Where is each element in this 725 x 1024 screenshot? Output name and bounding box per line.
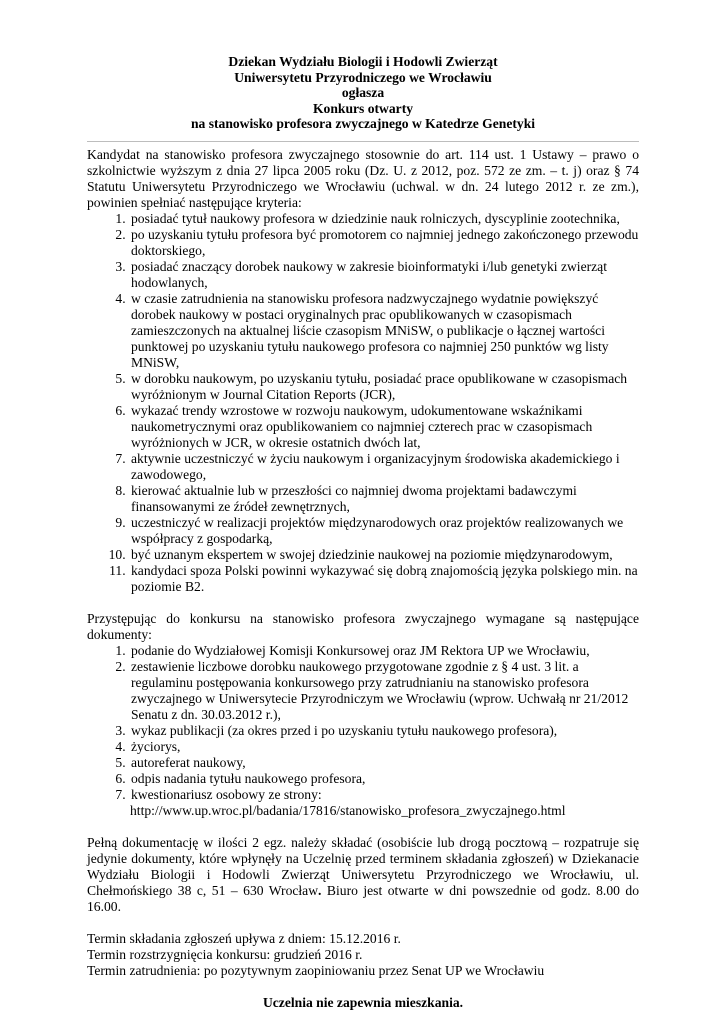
- deadline-applications: Termin składania zgłoszeń upływa z dniem: 15.12.2016 r.: [87, 930, 401, 946]
- criteria-item: 1. posiadać tytuł naukowy profesora w dziedzinie nauk rolniczych, dyscyplinie zootechnika,: [129, 211, 639, 227]
- criteria-item: 6. wykazać trendy wzrostowe w rozwoju naukowym, udokumentowane wskaźnikami naukometrycznymi oraz opublikowaniem co najmniej czterech prac w czasopismach wyróżnionych w JCR, w okresie ostatnich dwóch lat,: [129, 403, 639, 451]
- document-item: 7. kwestionariusz osobowy ze strony:: [129, 787, 639, 803]
- documents-intro: Przystępując do konkursu na stanowisko profesora zwyczajnego wymagane są następujące dokumenty:: [87, 610, 639, 642]
- spacer: [87, 595, 639, 611]
- criteria-item: 11. kandydaci spoza Polski powinni wykazywać się dobrą znajomością języka polskiego min. na poziomie B2.: [129, 563, 639, 595]
- documents-list: [87, 643, 639, 803]
- spacer: [87, 819, 639, 835]
- announcement-header: [87, 54, 639, 132]
- header-line-competition: Konkurs otwarty: [312, 100, 414, 116]
- document-item: 4. życiorys,: [129, 739, 639, 755]
- criteria-item: 9. uczestniczyć w realizacji projektów międzynarodowych oraz projektów realizowanych we współpracy z gospodarką,: [129, 515, 639, 547]
- document-item: 2. zestawienie liczbowe dorobku naukowego przygotowane zgodnie z § 4 ust. 3 lit. a regulaminu postępowania konkursowego przy zatrudnianiu na stanowisko profesora zwyczajnego w Uniwersytecie Przyrodniczym we Wrocławiu (wprow. Uchwałą nr 21/2012 Senatu z dn. 30.03.2012 r.),: [129, 659, 639, 723]
- document-item: 1. podanie do Wydziałowej Komisji Konkursowej oraz JM Rektora UP we Wrocławiu,: [129, 643, 639, 659]
- document-item: 3. wykaz publikacji (za okres przed i po uzyskaniu tytułu naukowego profesora),: [129, 723, 639, 739]
- criteria-item: 10. być uznanym ekspertem w swojej dziedzinie naukowej na poziomie międzynarodowym,: [129, 547, 639, 563]
- questionnaire-link[interactable]: http://www.up.wroc.pl/badania/17816/stanowisko_profesora_zwyczajnego.html: [130, 802, 566, 818]
- criteria-item: 2. po uzyskaniu tytułu profesora być promotorem co najmniej jednego zakończonego przewodu doktorskiego,: [129, 227, 639, 259]
- housing-note: Uczelnia nie zapewnia mieszkania.: [262, 994, 464, 1010]
- submission-text: Pełną dokumentację w ilości 2 egz. należy składać (osobiście lub drogą pocztową – rozpatruje się jedynie dokumenty, które wpłynęły na Uczelnię przed terminem składania zgłoszeń) w Dziekanacie Wydziału Biologii i Hodowli Zwierząt Uniwersytetu Przyrodniczego we Wrocławiu, ul. Chełmońskiego 38 c, 51 – 630 Wrocław: [87, 834, 639, 898]
- intro-paragraph: Kandydat na stanowisko profesora zwyczajnego stosownie do art. 114 ust. 1 Ustawy – prawo o szkolnictwie wyższym z dnia 27 lipca 2005 roku (Dz. U. z 2012, poz. 572 ze zm. – t. j) oraz § 74 Statutu Uniwersytetu Przyrodniczego we Wrocławiu (uchwal. w dn. 24 lutego 2012 r. ze zm.), powinien spełniać następujące kryteria:: [87, 146, 639, 210]
- document-item: 6. odpis nadania tytułu naukowego profesora,: [129, 771, 639, 787]
- header-line-announces: ogłasza: [341, 85, 385, 101]
- submission-paragraph: [87, 835, 639, 915]
- header-line-position: na stanowisko profesora zwyczajnego w Katedrze Genetyki: [190, 116, 536, 132]
- criteria-item: 5. w dorobku naukowym, po uzyskaniu tytułu, posiadać prace opublikowane w czasopismach wyróżnionym w Journal Citation Reports (JCR),: [129, 371, 639, 403]
- deadline-employment: Termin zatrudnienia: po pozytywnym zaopiniowaniu przez Senat UP we Wrocławiu: [87, 962, 545, 978]
- document-item: 5. autoreferat naukowy,: [129, 755, 639, 771]
- header-line-dean: Dziekan Wydziału Biologii i Hodowli Zwierząt: [228, 54, 498, 69]
- spacer: [87, 915, 639, 931]
- criteria-item: 8. kierować aktualnie lub w przeszłości co najmniej dwoma projektami badawczymi finansowanymi ze źródeł zewnętrznych,: [129, 483, 639, 515]
- header-line-university: Uniwersytetu Przyrodniczego we Wrocławiu: [234, 69, 492, 85]
- header-divider: [87, 141, 639, 142]
- submission-period: .: [318, 882, 322, 898]
- criteria-list: [87, 211, 639, 595]
- criteria-item: 7. aktywnie uczestniczyć w życiu naukowym i organizacyjnym środowiska akademickiego i zawodowego,: [129, 451, 639, 483]
- announcement-page: [87, 54, 639, 1011]
- deadline-resolution: Termin rozstrzygnięcia konkursu: grudzień 2016 r.: [87, 946, 363, 962]
- criteria-item: 3. posiadać znaczący dorobek naukowy w zakresie bioinformatyki i/lub genetyki zwierząt hodowlanych,: [129, 259, 639, 291]
- criteria-item: 4. w czasie zatrudnienia na stanowisku profesora nadzwyczajnego wydatnie powiększyć dorobek naukowy w postaci oryginalnych prac opublikowanych w czasopismach zamieszczonych na aktualnej liście czasopism MNiSW, o publikacje o łącznej wartości punktowej po uzyskaniu tytułu naukowego profesora co najmniej 250 punktów wg listy MNiSW,: [129, 291, 639, 371]
- office-hours-text: Biuro jest otwarte w dni powszednie od godz. 8.00 do 16.00.: [87, 882, 639, 914]
